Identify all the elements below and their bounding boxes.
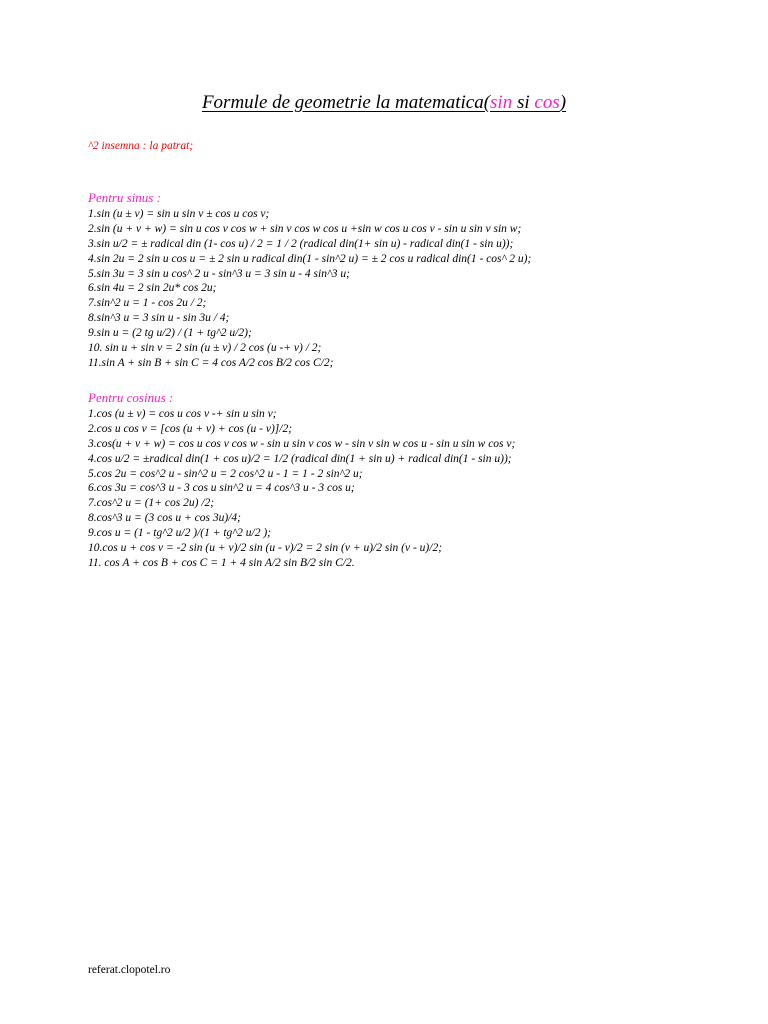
title-cos: cos bbox=[534, 92, 560, 113]
sinus-formula: 8.sin^3 u = 3 sin u - sin 3u / 4; bbox=[88, 312, 230, 325]
cosinus-section bbox=[88, 389, 748, 571]
cosinus-formula: 7.cos^2 u = (1+ cos 2u) /2; bbox=[88, 497, 215, 510]
source-footer: referat.clopotel.ro bbox=[88, 964, 171, 976]
sinus-formula: 5.sin 3u = 3 sin u cos^ 2 u - sin^3 u = 3 sin u - 4 sin^3 u; bbox=[88, 267, 350, 280]
sinus-formula: 9.sin u = (2 tg u/2) / (1 + tg^2 u/2); bbox=[88, 327, 252, 340]
cosinus-formula: 11. cos A + cos B + cos C = 1 + 4 sin A/2 sin B/2 sin C/2. bbox=[88, 556, 355, 569]
sinus-formula: 10. sin u + sin v = 2 sin (u ± v) / 2 cos (u -+ v) / 2; bbox=[88, 342, 322, 355]
sinus-heading: Pentru sinus : bbox=[88, 190, 161, 205]
sinus-formula: 2.sin (u + v + w) = sin u cos v cos w + sin v cos w cos u +sin w cos u cos v - sin u sin v sin w; bbox=[88, 222, 522, 235]
title-middle: si bbox=[512, 92, 535, 113]
title-sin: sin bbox=[490, 92, 513, 113]
cosinus-formula: 8.cos^3 u = (3 cos u + cos 3u)/4; bbox=[88, 512, 241, 525]
cosinus-heading: Pentru cosinus : bbox=[88, 390, 174, 405]
cosinus-formula-list bbox=[88, 407, 748, 571]
sinus-formula: 6.sin 4u = 2 sin 2u* cos 2u; bbox=[88, 282, 217, 295]
sinus-section bbox=[88, 189, 748, 371]
sinus-formula: 4.sin 2u = 2 sin u cos u = ± 2 sin u radical din(1 - sin^2 u) = ± 2 cos u radical din(1 - cos^ 2 u); bbox=[88, 252, 532, 265]
title-prefix: Formule de geometrie la matematica( bbox=[201, 92, 491, 113]
cosinus-formula: 6.cos 3u = cos^3 u - 3 cos u sin^2 u = 4 cos^3 u - 3 cos u; bbox=[88, 482, 355, 495]
cosinus-formula: 10.cos u + cos v = -2 sin (u + v)/2 sin (u - v)/2 = 2 sin (v + u)/2 sin (v - u)/2; bbox=[88, 542, 443, 555]
cosinus-formula: 9.cos u = (1 - tg^2 u/2 )/(1 + tg^2 u/2 ); bbox=[88, 527, 272, 540]
sinus-formula: 7.sin^2 u = 1 - cos 2u / 2; bbox=[88, 297, 207, 310]
cosinus-formula: 2.cos u cos v = [cos (u + v) + cos (u - v)]/2; bbox=[88, 422, 293, 435]
cosinus-formula: 3.cos(u + v + w) = cos u cos v cos w - sin u sin v cos w - sin v sin w cos u - sin u sin w cos v; bbox=[88, 437, 516, 450]
title-suffix: ) bbox=[559, 92, 567, 113]
cosinus-formula: 1.cos (u ± v) = cos u cos v -+ sin u sin v; bbox=[88, 408, 277, 420]
sinus-formula: 1.sin (u ± v) = sin u sin v ± cos u cos v; bbox=[88, 208, 270, 220]
sinus-formula-list bbox=[88, 207, 748, 371]
cosinus-formula: 5.cos 2u = cos^2 u - sin^2 u = 2 cos^2 u - 1 = 1 - 2 sin^2 u; bbox=[88, 467, 363, 480]
page-title bbox=[0, 92, 768, 114]
sinus-formula: 3.sin u/2 = ± radical din (1- cos u) / 2 = 1 / 2 (radical din(1+ sin u) - radical din(1 - sin u)); bbox=[88, 237, 514, 250]
cosinus-formula: 4.cos u/2 = ±radical din(1 + cos u)/2 = 1/2 (radical din(1 + sin u) + radical din(1 - sin u)); bbox=[88, 452, 512, 465]
notation-note: ^2 insemna : la patrat; bbox=[88, 140, 194, 152]
sinus-formula: 11.sin A + sin B + sin C = 4 cos A/2 cos B/2 cos C/2; bbox=[88, 356, 334, 369]
